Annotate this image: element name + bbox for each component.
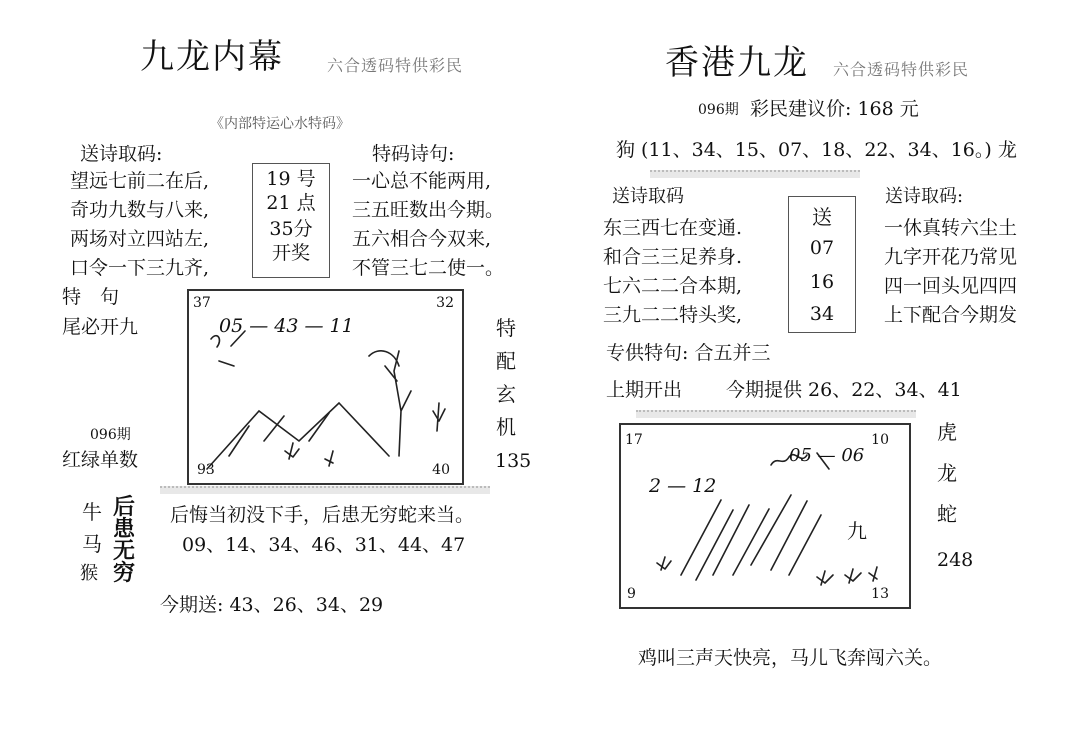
right-last-period: 上期开出 xyxy=(606,379,683,401)
left-vertical-3: 玄 xyxy=(496,382,516,406)
left-picture-corner-tl: 37 xyxy=(193,295,211,311)
animal-horse: 马 xyxy=(82,532,102,556)
left-proverb: 后悔当初没下手，后患无穷蛇来当。 xyxy=(170,504,475,526)
right-poem-left-4: 三九二二特头奖, xyxy=(603,304,743,326)
left-poem-heading: 送诗取码: xyxy=(80,143,163,165)
right-box-num-1: 07 xyxy=(809,237,835,259)
special-line-4: 不管三七二使一。 xyxy=(352,257,505,279)
right-box-num-3: 34 xyxy=(809,303,835,325)
right-smudge-mid xyxy=(636,410,916,418)
left-picture-corner-tr: 32 xyxy=(436,295,454,311)
right-picture-text-2: 05 — 06 xyxy=(789,445,865,466)
right-picture-char: 九 xyxy=(847,519,867,543)
big-phrase-1: 后 xyxy=(113,494,136,520)
right-poem-heading-left: 送诗取码 xyxy=(612,186,684,207)
right-picture-box xyxy=(619,423,911,609)
right-poem-left-2: 和合三三足养身. xyxy=(603,246,743,268)
left-issue: 096期 xyxy=(90,427,131,443)
right-picture-sketch xyxy=(621,425,909,607)
left-poem-line-2: 奇功九数与八来, xyxy=(70,199,210,221)
left-today-send: 今期送: 43、26、34、29 xyxy=(160,594,384,616)
animal-monkey: 猴 xyxy=(80,563,98,584)
left-subtitle: 六合透码特供彩民 xyxy=(327,56,464,75)
right-poem-right-1: 一休真转六尘土 xyxy=(884,217,1018,239)
right-picture-corner-tr: 10 xyxy=(871,432,889,448)
draw-info-number: 19 号 xyxy=(266,168,316,190)
right-picture-text-1: 2 — 12 xyxy=(649,475,717,497)
special-line-1: 一心总不能两用, xyxy=(352,170,492,192)
redgreen-label: 红绿单数 xyxy=(62,449,139,471)
left-number-line: 09、14、34、46、31、44、47 xyxy=(182,534,466,556)
right-box-send: 送 xyxy=(812,205,832,229)
right-poem-right-3: 四一回头见四四 xyxy=(884,275,1018,297)
left-vertical-2: 配 xyxy=(496,349,516,373)
draw-info-box xyxy=(252,163,330,278)
draw-info-minute: 35分 xyxy=(269,218,313,240)
left-title: 九龙内幕 xyxy=(140,37,284,77)
big-phrase-3: 无 xyxy=(113,538,136,564)
right-poem-heading-right: 送诗取码: xyxy=(885,186,964,207)
left-picture-text: 05 — 43 — 11 xyxy=(219,315,354,337)
right-picture-corner-tl: 17 xyxy=(625,432,643,448)
right-picture-corner-br: 13 xyxy=(871,586,889,602)
right-title: 香港九龙 xyxy=(665,43,809,83)
draw-info-open: 开奖 xyxy=(271,242,310,264)
right-smudge-top xyxy=(650,170,860,178)
animal-ox: 牛 xyxy=(82,500,102,524)
left-vertical-1: 特 xyxy=(496,316,516,340)
special-heading: 特码诗句: xyxy=(372,143,455,165)
big-phrase-2: 患 xyxy=(113,516,136,542)
right-poem-left-1: 东三西七在变通. xyxy=(603,217,743,239)
right-picture-corner-bl: 9 xyxy=(627,586,636,602)
right-price: 彩民建议价: 168 元 xyxy=(750,98,919,120)
big-phrase-4: 穷 xyxy=(113,560,136,586)
right-dog-line: 狗 (11、34、15、07、18、22、34、16。) 龙 xyxy=(616,139,1017,161)
left-slogan: 《内部特运心水特码》 xyxy=(210,116,350,132)
left-vertical-4: 机 xyxy=(496,415,516,439)
right-poem-left-3: 七六二二合本期, xyxy=(603,275,743,297)
left-picture-box xyxy=(187,289,464,485)
right-side-tiger: 虎 xyxy=(937,420,957,444)
right-side-dragon: 龙 xyxy=(937,461,957,485)
right-closing: 鸡叫三声天快亮，马儿飞奔闯六关。 xyxy=(638,647,943,669)
texju-label: 特 句 xyxy=(62,286,120,308)
texju-text: 尾必开九 xyxy=(62,316,139,338)
left-poem-line-4: 口令一下三九齐, xyxy=(70,257,210,279)
draw-info-hour: 21 点 xyxy=(266,192,316,214)
right-provide-line: 今期提供 26、22、34、41 xyxy=(726,379,962,401)
right-subtitle: 六合透码特供彩民 xyxy=(833,60,970,79)
left-poem-line-3: 两场对立四站左, xyxy=(70,228,210,250)
left-right-number: 135 xyxy=(495,450,532,472)
right-side-number: 248 xyxy=(937,549,974,571)
left-poem-line-1: 望远七前二在后, xyxy=(70,170,210,192)
special-line-3: 五六相合今双来, xyxy=(352,228,492,250)
left-smudge xyxy=(160,486,490,494)
left-picture-corner-br: 40 xyxy=(432,462,450,478)
right-box-num-2: 16 xyxy=(809,271,835,293)
right-issue: 096期 xyxy=(698,102,739,118)
right-special-line: 专供特句: 合五并三 xyxy=(606,342,771,364)
right-number-box xyxy=(788,196,856,333)
left-picture-corner-bl: 93 xyxy=(197,462,215,478)
special-line-2: 三五旺数出今期。 xyxy=(352,199,505,221)
right-side-snake: 蛇 xyxy=(937,502,957,526)
right-poem-right-4: 上下配合今期发 xyxy=(884,304,1018,326)
right-poem-right-2: 九字开花乃常见 xyxy=(884,246,1018,268)
